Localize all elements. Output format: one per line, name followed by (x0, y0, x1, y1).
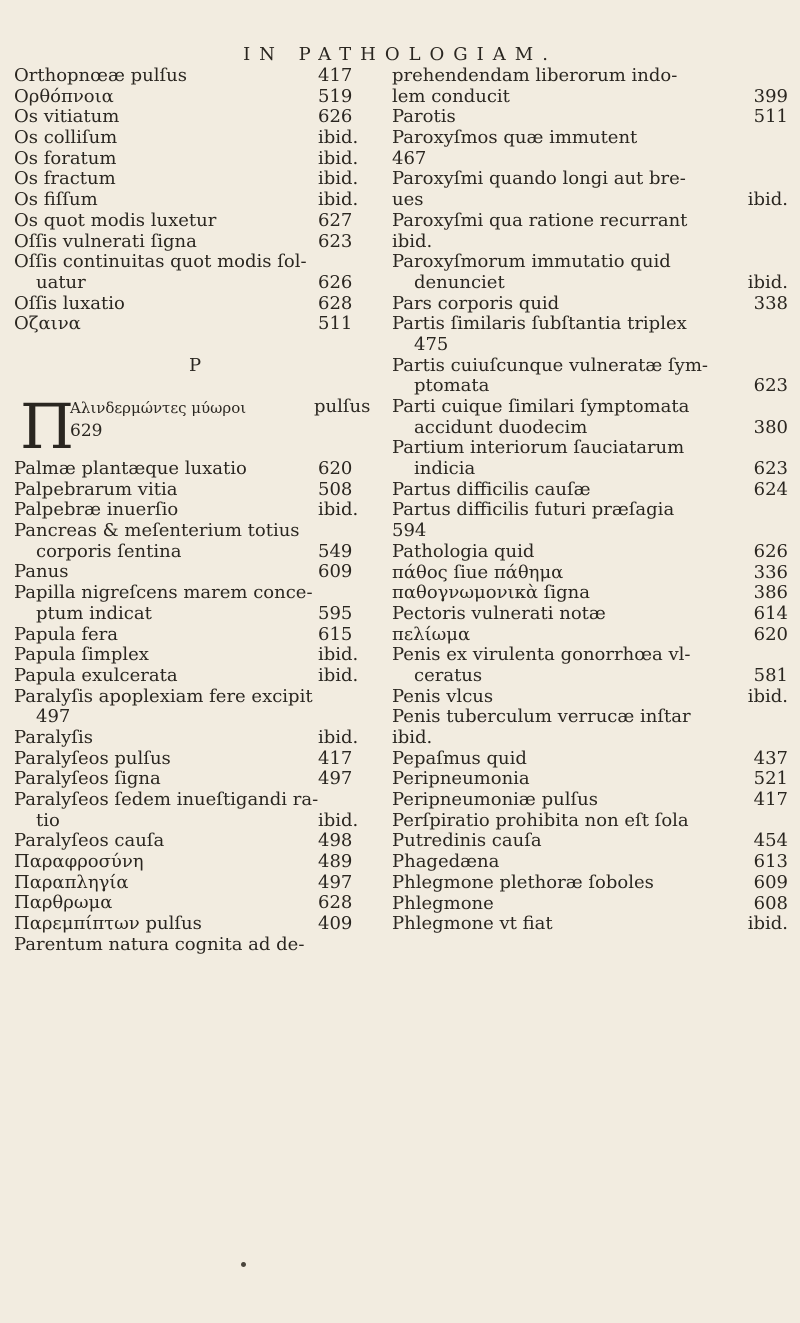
index-entry (14, 335, 376, 356)
index-entry (392, 914, 794, 935)
entry-text: ibid. (392, 230, 433, 252)
page-number: 508 (318, 478, 353, 500)
entry-text: tio (36, 809, 60, 831)
entry-text: Papula fera (14, 623, 119, 645)
index-entry (14, 294, 376, 315)
entry-text: Penis vlcus (392, 685, 494, 707)
entry-text-end: pulſus (314, 396, 371, 417)
index-entry (392, 149, 794, 170)
index-entry (392, 335, 794, 356)
page-number: ibid. (318, 809, 359, 831)
index-entry (392, 728, 794, 749)
entry-text: Palpebrarum vitia (14, 478, 178, 500)
entry-text: Ορθόπνοια (14, 85, 114, 107)
entry-text: Phlegmone vt fiat (392, 913, 553, 935)
entry-text: Phlegmone (392, 892, 494, 914)
entry-text: prehendendam liberorum indo- (392, 65, 678, 86)
index-entry (392, 232, 794, 253)
index-entry (392, 252, 794, 273)
entry-text: Papula exulcerata (14, 664, 178, 686)
index-entry (392, 480, 794, 501)
page-number: ibid. (318, 644, 359, 666)
index-entry (392, 583, 794, 604)
entry-text: accidunt duodecim (414, 416, 588, 438)
page-number: ibid. (747, 271, 788, 293)
index-entry (392, 107, 794, 128)
index-entry (392, 376, 794, 397)
entry-text: Παραφροσύνη (14, 851, 144, 873)
page-number: ibid. (318, 726, 359, 748)
entry-text: Pars corporis quid (392, 292, 560, 314)
entry-text: Paroxyſmorum immutatio quid (392, 251, 671, 273)
index-entry (14, 169, 376, 190)
entry-text: Parentum natura cognita ad de- (14, 933, 305, 955)
index-entry (392, 438, 794, 459)
page-number: ibid. (747, 189, 788, 211)
index-entry (14, 87, 376, 108)
index-entry (392, 749, 794, 770)
page-number: 626 (753, 540, 788, 562)
index-entry (392, 459, 794, 480)
index-entry (392, 707, 794, 728)
index-entry (392, 666, 794, 687)
index-entry (392, 273, 794, 294)
entry-text: παθογνωμονικὰ ſigna (392, 582, 590, 604)
index-entry (14, 356, 376, 377)
entry-text: Orthopnœæ pulſus (14, 65, 187, 86)
page-number: 399 (753, 85, 788, 107)
page-number: 521 (753, 768, 788, 790)
index-entry (392, 852, 794, 873)
page-number: 614 (753, 602, 788, 624)
entry-text: Os foratum (14, 147, 117, 169)
entry-text: 497 (36, 706, 71, 728)
index-entry (392, 831, 794, 852)
entry-text: Oſſis continuitas quot modis ſol- (14, 251, 307, 273)
entry-text: Partis cuiuſcunque vulneratæ ſym- (392, 354, 708, 376)
running-header: IN PATHOLOGIAM. (243, 44, 557, 65)
entry-text: Pectoris vulnerati notæ (392, 602, 606, 624)
index-entry (14, 149, 376, 170)
entry-text: Partus difficilis futuri præſagia (392, 499, 675, 521)
page-number: ibid. (318, 127, 359, 149)
index-entry (392, 66, 794, 87)
page-number: 615 (318, 623, 353, 645)
page-number: 629 (70, 421, 103, 441)
page-number: 608 (753, 892, 788, 914)
page-number: 623 (318, 230, 353, 252)
entry-text: Paralyſis apoplexiam fere excipit (14, 685, 313, 707)
index-entry (392, 356, 794, 377)
page-number: 454 (753, 830, 788, 852)
index-entry (14, 769, 376, 790)
index-entry (392, 790, 794, 811)
entry-text: Peripneumonia (392, 768, 530, 790)
entry-text: Paralyſeos ſigna (14, 768, 161, 790)
entry-text: Os fractum (14, 168, 116, 190)
page-number: 623 (753, 458, 788, 480)
entry-text: Putredinis cauſa (392, 830, 542, 852)
entry-text: Pancreas & meſenterium totius (14, 520, 300, 542)
entry-text: Paralyſeos pulſus (14, 747, 171, 769)
index-entry (14, 666, 376, 687)
index-entry (392, 873, 794, 894)
entry-text: ptum indicat (36, 602, 152, 624)
page-number: 489 (318, 851, 353, 873)
entry-text: ptomata (414, 375, 490, 397)
index-entry (14, 252, 376, 273)
entry-text: Parotis (392, 106, 456, 128)
index-entry (392, 542, 794, 563)
index-entry (392, 604, 794, 625)
index-entry (14, 728, 376, 749)
page-number: 581 (753, 664, 788, 686)
page-number: 417 (753, 789, 788, 811)
index-entry (14, 914, 376, 935)
entry-text: Oſſis luxatio (14, 292, 125, 314)
index-entry (392, 128, 794, 149)
page-number: ibid. (318, 664, 359, 686)
entry-text: ibid. (392, 727, 433, 748)
page-number: 498 (318, 830, 353, 852)
entry-text: Palmæ plantæque luxatio (14, 458, 247, 479)
index-entry (392, 811, 794, 832)
page-number: 511 (318, 313, 353, 335)
page-number: 626 (318, 271, 353, 293)
page-number: 623 (753, 375, 788, 397)
entry-text: corporis ſentina (36, 540, 182, 562)
index-entry (14, 749, 376, 770)
page-number: 497 (318, 871, 353, 893)
index-entry (392, 769, 794, 790)
index-entry (14, 831, 376, 852)
index-entry (14, 707, 376, 728)
entry-text: Panus (14, 561, 69, 583)
entry-text: πελίωμα (392, 623, 471, 645)
page-number: ibid. (318, 147, 359, 169)
entry-text: 467 (392, 147, 427, 169)
entry-text: Parti cuique ſimilari ſymptomata (392, 396, 690, 417)
page-number: 338 (753, 292, 788, 314)
page-number: 336 (753, 561, 788, 583)
index-entry (14, 645, 376, 666)
entry-text: Penis ex virulenta gonorrhœa vl- (392, 644, 691, 666)
index-entry (14, 128, 376, 149)
entry-text: πάθος ſiue πάθημα (392, 561, 564, 583)
entry-text: ceratus (414, 664, 483, 686)
entry-text: Partis ſimilaris ſubſtantia triplex (392, 313, 687, 335)
index-entry (392, 894, 794, 915)
entry-text: indicia (414, 458, 476, 480)
page-number: 628 (318, 892, 353, 914)
entry-text: Papilla nigreſcens marem conce- (14, 582, 313, 604)
right-column (392, 66, 794, 935)
entry-text: ues (392, 189, 424, 211)
entry-text: 475 (414, 333, 449, 355)
entry-text: Peripneumoniæ pulſus (392, 789, 598, 811)
entry-text: Οζαινα (14, 313, 81, 335)
index-entry (14, 893, 376, 914)
entry-text: Paralyſeos cauſa (14, 830, 165, 852)
index-entry (14, 583, 376, 604)
page-number: 437 (753, 747, 788, 769)
entry-text: Pepaſmus quid (392, 747, 527, 769)
index-entry (14, 107, 376, 128)
page-number: 409 (318, 913, 353, 935)
index-entry (14, 873, 376, 894)
index-entry (14, 625, 376, 646)
index-entry (14, 390, 376, 463)
entry-text: Os fiſſum (14, 189, 98, 211)
index-entry (14, 66, 376, 87)
page-number: 511 (753, 106, 788, 128)
entry-text: Paroxyſmi qua ratione recurrant (392, 209, 688, 231)
page-number: 628 (318, 292, 353, 314)
entry-text: Phagedæna (392, 851, 500, 873)
index-entry (392, 418, 794, 439)
entry-text: Os quot modis luxetur (14, 209, 217, 231)
entry-text: P (188, 354, 202, 376)
index-entry (14, 542, 376, 563)
ink-dot (241, 1262, 246, 1267)
index-entry (14, 790, 376, 811)
entry-text: Phlegmone plethoræ ſoboles (392, 871, 654, 893)
page-number: 620 (318, 458, 353, 479)
entry-text: Os vitiatum (14, 106, 120, 128)
page-number: 626 (318, 106, 353, 128)
page-number: 417 (318, 747, 353, 769)
page-number: 627 (318, 209, 353, 231)
entry-text: Palpebræ inuerſio (14, 499, 179, 521)
page-number: ibid. (318, 499, 359, 521)
index-entry (392, 521, 794, 542)
entry-text: Paroxyſmos quæ immutent (392, 127, 638, 149)
entry-text: Perſpiratio prohibita non eſt ſola (392, 809, 689, 831)
index-entry (14, 480, 376, 501)
index-entry (14, 811, 376, 832)
index-entry (392, 294, 794, 315)
index-entry (392, 314, 794, 335)
index-entry (392, 563, 794, 584)
page-number: 613 (753, 851, 788, 873)
page-number: ibid. (318, 168, 359, 190)
entry-text: Paralyſis (14, 726, 93, 748)
page-number: 386 (753, 582, 788, 604)
entry-text: Αλινδερμώντες μύωροι (70, 399, 247, 417)
entry-text: Os colliſum (14, 127, 118, 149)
index-entry (14, 852, 376, 873)
index-entry (14, 314, 376, 335)
index-entry (392, 625, 794, 646)
entry-text: Partium interiorum ſauciatarum (392, 437, 685, 459)
entry-text: Παραπληγία (14, 871, 129, 893)
left-column (14, 66, 376, 956)
entry-text: Παρθρωμα (14, 892, 113, 914)
drop-capital: Π (20, 390, 75, 463)
index-entry (14, 273, 376, 294)
entry-text: Penis tuberculum verrucæ inſtar (392, 706, 691, 728)
page-number: 497 (318, 768, 353, 790)
index-entry (14, 562, 376, 583)
entry-text: denunciet (414, 271, 505, 293)
page-number: ibid. (747, 913, 788, 935)
index-entry (14, 459, 376, 480)
entry-text: 594 (392, 520, 427, 542)
entry-text: Papula ſimplex (14, 644, 149, 666)
index-entry (392, 169, 794, 190)
page-number: ibid. (318, 189, 359, 211)
entry-text: Oſſis vulnerati ſigna (14, 230, 197, 252)
entry-text: Pathologia quid (392, 540, 535, 562)
page-number: 549 (318, 540, 353, 562)
entry-text: lem conducit (392, 85, 510, 107)
index-entry (392, 645, 794, 666)
page-number: 417 (318, 65, 353, 86)
page-number: 380 (753, 416, 788, 438)
index-entry (14, 604, 376, 625)
page-number: 624 (753, 478, 788, 500)
page-number: 519 (318, 85, 353, 107)
page-number: 609 (318, 561, 353, 583)
index-entry (392, 500, 794, 521)
index-entry (392, 687, 794, 708)
entry-text: Paroxyſmi quando longi aut bre- (392, 168, 686, 190)
index-entry (14, 521, 376, 542)
index-entry (14, 211, 376, 232)
index-entry (392, 190, 794, 211)
page-number: ibid. (747, 685, 788, 707)
entry-text: Παρεμπίπτων pulſus (14, 913, 202, 935)
index-entry (14, 935, 376, 956)
index-entry (392, 211, 794, 232)
index-entry (14, 232, 376, 253)
page-number: 609 (753, 871, 788, 893)
index-entry (392, 397, 794, 418)
index-entry (392, 87, 794, 108)
entry-text: Paralyſeos ſedem inueſtigandi ra- (14, 789, 319, 810)
page-number: 595 (318, 602, 353, 624)
index-entry (14, 500, 376, 521)
index-entry (14, 687, 376, 708)
entry-text: Partus difficilis cauſæ (392, 478, 591, 500)
index-entry (14, 190, 376, 211)
page-number: 620 (753, 623, 788, 645)
entry-text: uatur (36, 271, 86, 293)
